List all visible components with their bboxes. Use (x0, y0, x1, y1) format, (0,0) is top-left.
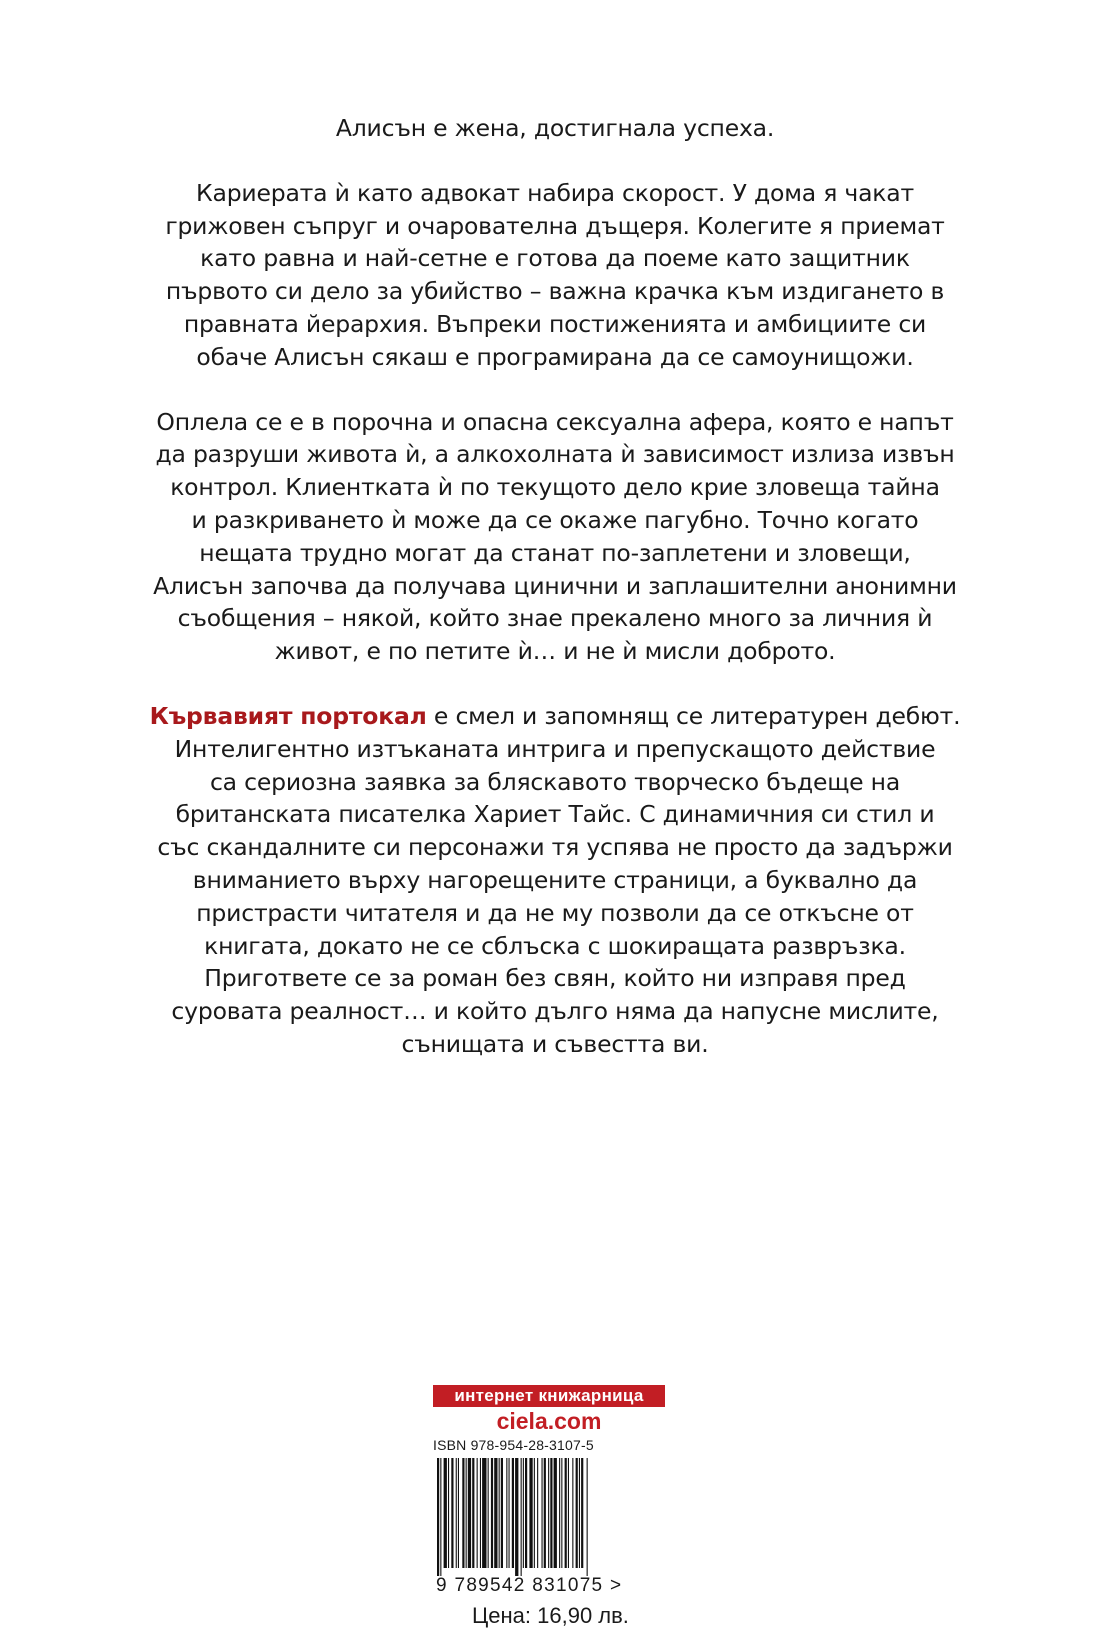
blurb-line: Интелигентно изтъканата интрига и препускащото действие (174, 734, 936, 763)
blurb-line: и разкриването ѝ може да се окаже пагубно. Точно когато (191, 505, 919, 534)
barcode-bar (501, 1458, 503, 1568)
blurb-line: сънищата и съвестта ви. (401, 1029, 709, 1058)
blurb-line-rest: е смел и запомнящ се литературен дебют. (426, 701, 961, 730)
barcode-bar (468, 1458, 471, 1568)
blurb-line: обаче Алисън сякаш е програмирана да се самоунищожи. (196, 342, 914, 371)
blurb-line: да разруши живота ѝ, а алкохолната ѝ зависимост излиза извън (155, 440, 955, 469)
barcode-bar (491, 1458, 493, 1568)
barcode-bar (466, 1458, 467, 1568)
barcode-bar (506, 1458, 507, 1568)
blurb-paragraph-3 (110, 406, 1000, 668)
barcode-bar (482, 1458, 486, 1568)
barcode-bar (462, 1458, 464, 1568)
blurb-line: грижовен съпруг и очарователна дъщеря. Колегите я приемат (165, 211, 945, 240)
barcode-bar (509, 1458, 510, 1568)
barcode-bar (581, 1458, 583, 1568)
barcode-bar (561, 1458, 562, 1568)
blurb-line: живот, е по петите ѝ… и не ѝ мисли доброто. (274, 637, 836, 666)
blurb-line: нещата трудно могат да станат по-заплетени и зловещи, (199, 538, 911, 567)
price-label: Цена: 16,90 лв. (472, 1603, 629, 1628)
barcode-bar (480, 1458, 481, 1568)
barcode-bar (544, 1458, 546, 1568)
barcode-bar (521, 1458, 522, 1576)
blurb-line: Оплела се е в порочна и опасна сексуална афера, която е напът (156, 407, 954, 436)
barcode-bar (523, 1458, 524, 1568)
blurb-line: контрол. Клиентката ѝ по текущото дело крие зловеща тайна (170, 473, 940, 502)
barcode-bar (525, 1458, 527, 1568)
barcode-icon (433, 1458, 623, 1576)
barcode-bar (572, 1458, 573, 1568)
blurb-line: книгата, докато не се сблъска с шокиращата развръзка. (204, 931, 906, 960)
barcode-bar (537, 1458, 538, 1568)
barcode-bar (451, 1458, 453, 1568)
barcode-bar (494, 1458, 497, 1568)
blurb-line: вниманието върху нагорещените страници, а буквално да (192, 865, 918, 894)
barcode-bar (499, 1458, 500, 1568)
blurb-line: първото си дело за убийство – важна крачка към издигането в (165, 277, 945, 306)
barcode-bar (440, 1458, 441, 1576)
barcode-bar (579, 1458, 580, 1568)
blurb-line: Кариерата ѝ като адвокат набира скорост. У дома я чакат (196, 178, 914, 207)
blurb-line: са сериозна заявка за бляскавото творческо бъдеще на (209, 767, 901, 796)
barcode-bar (448, 1458, 449, 1568)
barcode-bar (548, 1458, 549, 1568)
barcode-bar (456, 1458, 457, 1568)
blurb-paragraph-2 (110, 177, 1000, 374)
barcode-bar (515, 1458, 518, 1576)
blurb-paragraph-4 (110, 700, 1000, 1061)
blurb-paragraph-1 (110, 112, 1000, 145)
store-site-link[interactable]: ciela.com (496, 1408, 602, 1434)
barcode-bar (576, 1458, 578, 1568)
barcode-bar (477, 1458, 478, 1568)
blurb-line: пристрасти читателя и да не му позволи да се откъсне от (196, 898, 914, 927)
back-cover-blurb (110, 112, 1000, 1093)
barcode-bar (550, 1458, 552, 1568)
blurb-line: Пригответе се за роман без свян, който ни изправя пред (204, 964, 906, 993)
blurb-line: правната йерархия. Въпреки постиженията и амбициите си (183, 309, 927, 338)
barcode-bar (534, 1458, 535, 1568)
barcode-bar (488, 1458, 489, 1568)
blurb-line: Алисън започва да получава цинични и заплашителни анонимни (153, 571, 957, 600)
barcode-bar (559, 1458, 560, 1568)
isbn-label: ISBN 978-954-28-3107-5 (433, 1437, 594, 1453)
barcode-bar (444, 1458, 447, 1568)
store-logo (433, 1385, 665, 1434)
blurb-line: съобщения – някой, който знае прекалено много за личния ѝ (177, 604, 933, 633)
barcode-bar (542, 1458, 543, 1568)
barcode-bar (529, 1458, 532, 1568)
barcode-bar (472, 1458, 474, 1568)
barcode-bar (458, 1458, 459, 1568)
barcode-bar (565, 1458, 567, 1568)
barcode-bar (512, 1458, 514, 1568)
book-title: Кървавият портокал (149, 701, 427, 730)
barcode-bar (437, 1458, 439, 1576)
blurb-line: суровата реалност… и който дълго няма да напусне мислите, (171, 997, 939, 1026)
blurb-line: като равна и най-сетне е готова да поеме като защитник (200, 244, 910, 273)
store-badge: интернет книжарница (433, 1385, 665, 1407)
barcode-bar (587, 1458, 588, 1576)
barcode-digits: 9 789542 831075 > (436, 1575, 623, 1596)
blurb-line: британската писателка Хариет Тайс. С динамичния си стил и (175, 800, 935, 829)
barcode-bar (568, 1458, 569, 1568)
blurb-line: със скандалните си персонажи тя успява не просто да задържи (157, 833, 953, 862)
blurb-line: Алисън е жена, достигнала успеха. (335, 114, 775, 142)
blurb-line (110, 700, 1000, 733)
barcode-bar (554, 1458, 557, 1568)
